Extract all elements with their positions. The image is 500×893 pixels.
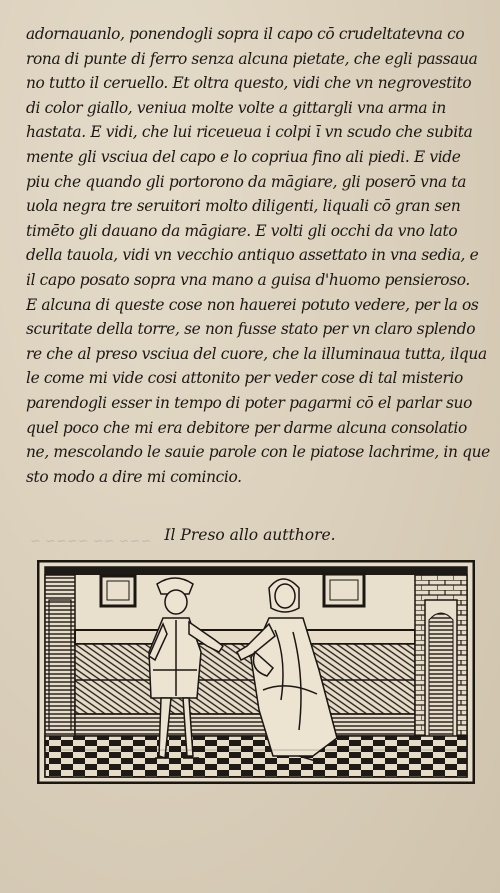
text-line: della tauola, vidi vn vecchio antiquo assettato in vna sedia, e (26, 246, 479, 265)
body-text (26, 22, 494, 489)
woodcut-illustration-icon (37, 560, 475, 784)
text-line: E alcuna di queste cose non hauerei potuto vedere, per la os (26, 295, 479, 314)
text-line: hastata. E vidi, che lui riceueua i colpi ī vn scudo che subita (26, 123, 473, 142)
text-line: uola negra tre seruitori molto diligenti, liquali cō gran sen (26, 197, 461, 216)
text-line: no tutto il ceruello. Et oltra questo, vidi che vn negrovestito (26, 74, 472, 93)
text-line: quel poco che mi era debitore per darme alcuna consolatio (26, 418, 467, 437)
bleed-through-text: ~~~ ~~ ~~~~ ~ (30, 534, 152, 549)
illustration-caption: Il Preso allo autthore. (164, 526, 336, 544)
text-line: parendogli esser in tempo di poter pagarmi cō el parlar suo (26, 393, 473, 412)
text-line: sto modo a dire mi comincio. (26, 467, 242, 486)
text-line: piu che quando gli portorono da māgiare, gli poserō vna ta (26, 172, 467, 191)
text-line: adornauanlo, ponendogli sopra il capo cō crudeltatevna co (26, 25, 465, 43)
text-line: mente gli vsciua del capo e lo copriua fino ali piedi. E vide (26, 147, 461, 166)
text-line: il capo posato sopra vna mano a guisa d'huomo pensieroso. (26, 270, 470, 289)
text-line: ne, mescolando le sauie parole con le piatose lachrime, in que (26, 443, 490, 462)
text-line: le come mi vide cosi attonito per veder cose di tal misterio (26, 369, 463, 388)
text-line: rona di punte di ferro senza alcuna pietate, che egli passaua (26, 49, 478, 68)
text-line: scuritate della torre, se non fusse stato per vn claro splendo (26, 320, 476, 339)
text-line: di color giallo, veniua molte volte a gittargli vna arma in (26, 98, 446, 117)
text-line: re che al preso vsciua del cuore, che la illuminaua tutta, ilqua (26, 344, 487, 363)
text-line: timēto gli dauano da māgiare. E volti gli occhi da vno lato (26, 221, 458, 240)
